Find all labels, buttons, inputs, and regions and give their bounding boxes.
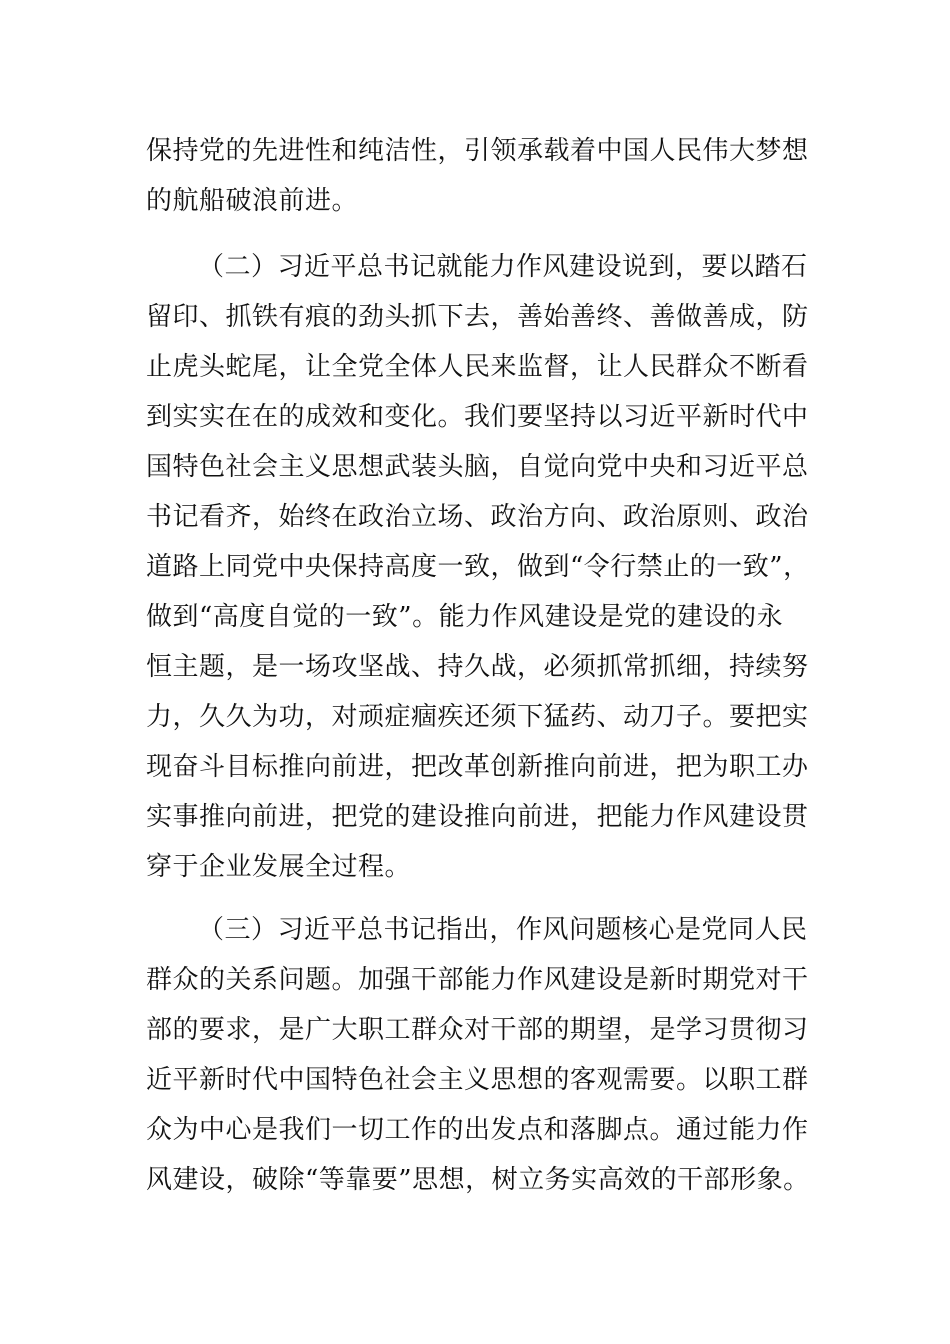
- paragraph-3-line-4: 近平新时代中国特色社会主义思想的客观需要。以职工群: [146, 1065, 809, 1095]
- paragraph-2-line-5: 国特色社会主义思想武装头脑，自觉向党中央和习近平总: [146, 452, 809, 482]
- paragraph-2-line-4: 到实实在在的成效和变化。我们要坚持以习近平新时代中: [146, 402, 809, 432]
- paragraph-3-line-1: （三）习近平总书记指出，作风问题核心是党同人民: [198, 915, 808, 945]
- paragraph-2-line-9: 恒主题，是一场攻坚战、持久战，必须抓常抓细，持续努: [146, 652, 809, 682]
- paragraph-3-line-6: 风建设，破除“等靠要”思想，树立务实高效的干部形象。: [146, 1165, 810, 1195]
- paragraph-2-line-11: 现奋斗目标推向前进，把改革创新推向前进，把为职工办: [146, 752, 809, 782]
- paragraph-2-line-12: 实事推向前进，把党的建设推向前进，把能力作风建设贯: [146, 802, 809, 832]
- paragraph-2-line-7: 道路上同党中央保持高度一致，做到“令行禁止的一致”，: [146, 552, 810, 582]
- paragraph-1-line-1: 保持党的先进性和纯洁性，引领承载着中国人民伟大梦想: [146, 136, 809, 166]
- paragraph-2-line-10: 力，久久为功，对顽症痼疾还须下猛药、动刀子。要把实: [146, 702, 809, 732]
- paragraph-1-line-2: 的航船破浪前进。: [146, 186, 359, 216]
- paragraph-3-line-5: 众为中心是我们一切工作的出发点和落脚点。通过能力作: [146, 1115, 809, 1145]
- paragraph-2-line-2: 留印、抓铁有痕的劲头抓下去，善始善终、善做善成，防: [146, 302, 809, 332]
- paragraph-2-line-8: 做到“高度自觉的一致”。能力作风建设是党的建设的永: [146, 602, 784, 632]
- paragraph-2-line-13: 穿于企业发展全过程。: [146, 852, 412, 882]
- paragraph-3-line-2: 群众的关系问题。加强干部能力作风建设是新时期党对干: [146, 965, 809, 995]
- paragraph-2-line-6: 书记看齐，始终在政治立场、政治方向、政治原则、政治: [146, 502, 809, 532]
- paragraph-2-line-3: 止虎头蛇尾，让全党全体人民来监督，让人民群众不断看: [146, 352, 809, 382]
- paragraph-3-line-3: 部的要求，是广大职工群众对干部的期望，是学习贯彻习: [146, 1015, 809, 1045]
- paragraph-2-line-1: （二）习近平总书记就能力作风建设说到，要以踏石: [198, 252, 808, 282]
